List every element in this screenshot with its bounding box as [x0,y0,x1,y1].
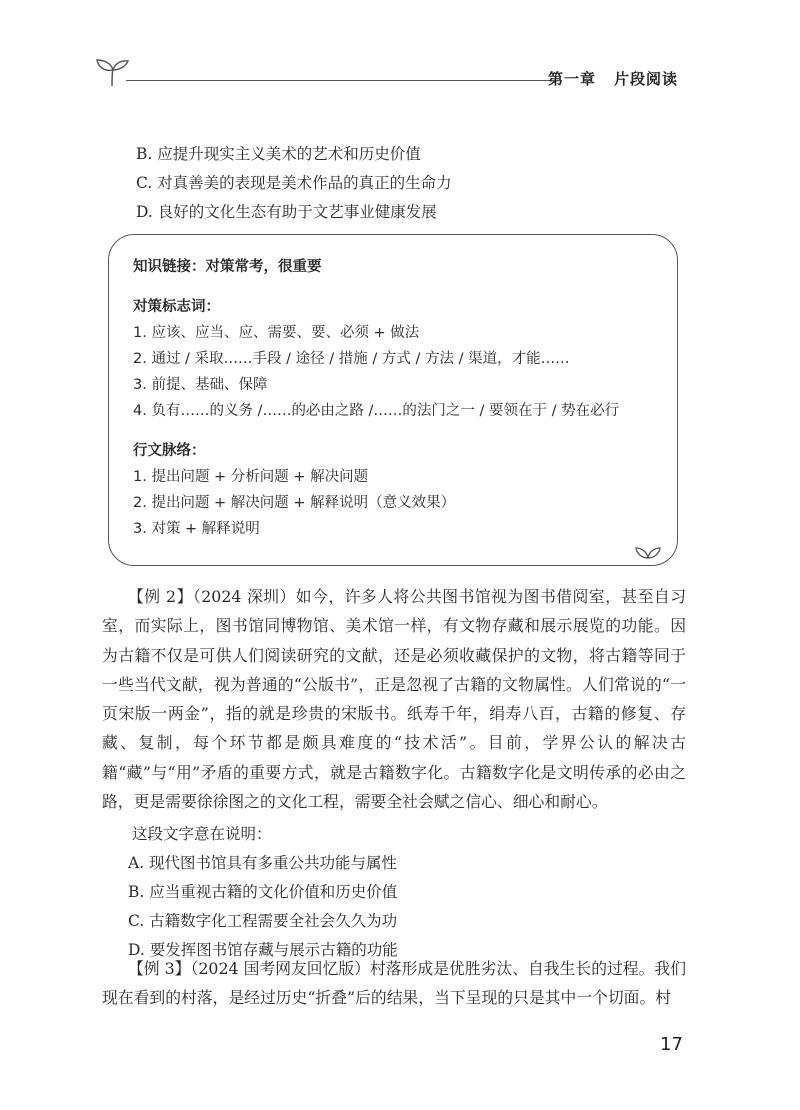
example-2 [102,582,686,816]
example-2-text: 【例 2】（2024 深圳）如今，许多人将公共图书馆视为图书借阅室，甚至自习室，而实际上，图书馆同博物馆、美术馆一样，有文物存藏和展示展览的功能。因为古籍不仅是可供人们阅读研究的文献，还是必须收藏保护的文物，将古籍等同于一些当代文献，视为普通的“公版书”，正是忽视了古籍的文物属性。人们常说的“一页宋版一两金”，指的就是珍贵的宋版书。纸寿千年，绢寿八百，古籍的修复、存藏、复制，每个环节都是颇具难度的“技术活”。目前，学界公认的解决古籍“藏”与“用”矛盾的重要方式，就是古籍数字化。古籍数字化是文明传承的必由之路，更是需要徐徐图之的文化工程，需要全社会赋之信心、细心和耐心。 [102,587,686,812]
option-a: A. 现代图书馆具有多重公共功能与属性 [128,854,398,872]
example-3 [102,954,686,1013]
chapter-title: 片段阅读 [614,70,679,88]
marker-item: 3. 前提、基础、保障 [133,377,268,393]
page-number: 17 [660,1034,683,1055]
leaf-icon [633,543,663,561]
page-header [0,0,800,110]
option-d: D. 要发挥图书馆存藏与展示古籍的功能 [128,941,398,959]
structure-item: 1. 提出问题 + 分析问题 + 解决问题 [133,469,369,485]
structure-title: 行文脉络： [133,443,206,459]
option-b: B. 应当重视古籍的文化价值和历史价值 [128,883,398,901]
example-3-text: 【例 3】（2024 国考网友回忆版）村落形成是优胜劣汰、自我生长的过程。我们现在看到的村落，是经过历史“折叠”后的结果，当下呈现的只是其中一个切面。村 [102,959,686,1008]
option-c: C. 古籍数字化工程需要全社会久久为功 [128,912,398,930]
marker-item: 1. 应该、应当、应、需要、要、必须 + 做法 [133,325,420,341]
previous-question-options [136,140,452,227]
sprout-icon [92,56,132,88]
option-d: D. 良好的文化生态有助于文艺事业健康发展 [136,203,437,221]
marker-item: 2. 通过 / 采取……手段 / 途径 / 措施 / 方式 / 方法 / 渠道，才能…… [133,351,570,367]
example-2-question-block [128,820,398,965]
structure-item: 3. 对策 + 解释说明 [133,521,260,537]
chapter-heading [548,68,708,92]
header-rule [126,80,550,81]
marker-item: 4. 负有……的义务 /……的必由之路 /……的法门之一 / 要领在于 / 势在必行 [133,403,620,419]
knowledge-title: 知识链接：对策常考，很重要 [133,259,322,275]
option-b: B. 应提升现实主义美术的艺术和历史价值 [136,145,421,163]
knowledge-box [108,234,678,566]
option-c: C. 对真善美的表现是美术作品的真正的生命力 [136,174,452,192]
chapter-number: 第一章 [548,70,597,88]
structure-item: 2. 提出问题 + 解决问题 + 解释说明（意义效果） [133,495,456,511]
question-prompt: 这段文字意在说明： [132,825,272,843]
markers-title: 对策标志词： [133,299,220,315]
